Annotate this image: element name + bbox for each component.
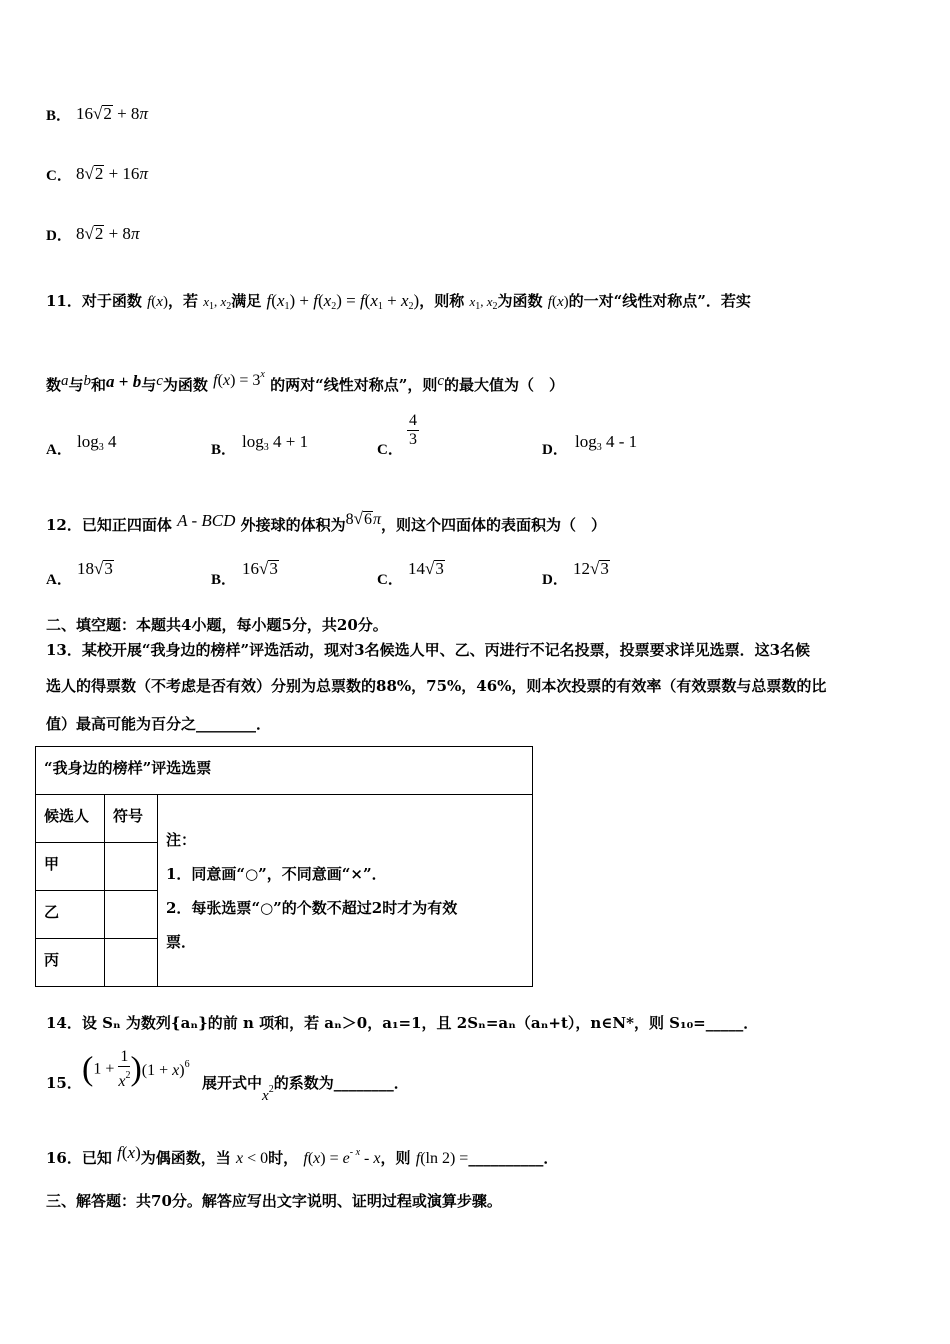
- q13-line2: 选人的得票数（不考虑是否有效）分别为总票数的88%，75%，46%，则本次投票的有效率（有效票数与总票数的比: [46, 677, 827, 695]
- q11-option-d-math: $\log_3 4 - 1$: [575, 432, 638, 453]
- q12-option-a-math: 18√3: [77, 559, 113, 578]
- radicand: 3: [104, 559, 113, 578]
- q12-text: ，则这个四面体的表面积为（ ）: [380, 516, 606, 534]
- q11-text: 的最大值为（ ）: [444, 376, 565, 394]
- q11-text: 数: [46, 376, 62, 394]
- q11-text: ，若: [167, 292, 198, 310]
- q10-option-d-math: 8√2 + 8π: [76, 224, 140, 243]
- q11-text: 为函数: [162, 376, 208, 394]
- radicand: 3: [600, 559, 609, 578]
- column-header-candidate: 候选人: [36, 795, 105, 843]
- q12-stem: 12．已知正四面体 A - BCD 外接球的体积为8√6π，则这个四面体的表面积为（ ）: [46, 509, 606, 534]
- q10-option-b-math: 16√2 + 8π: [76, 104, 148, 123]
- note-3: 票．: [166, 933, 197, 951]
- q11-line2: 数a与b和a + b与c为函数 $f(x) = 3^x$ 的两对“线性对称点”，则c的最大值为（ ）: [46, 369, 565, 394]
- q11-text: ，则称: [419, 292, 465, 310]
- q11-text: 与: [68, 376, 84, 394]
- question-number: 11．: [46, 292, 82, 310]
- q15-expression: (1 + $\frac{1}{x^2}$ )$(1 + x)^6$: [82, 1048, 190, 1090]
- q11-option-a-math: $\log_3 4$: [77, 432, 117, 453]
- option-letter: C．: [377, 572, 403, 588]
- q16-answer-blank: __________．: [468, 1149, 559, 1167]
- q12-option-c-math: 14√3: [408, 559, 444, 578]
- q15-text: 展开式中$x^2$的系数为________．: [202, 1074, 409, 1104]
- q16-text: 时，: [268, 1149, 299, 1167]
- option-letter: D．: [46, 228, 72, 244]
- note-2: 2．每张选票“○”的个数不超过2时才为有效: [166, 899, 458, 917]
- ballot-title: “我身边的榜样”评选选票: [36, 747, 533, 795]
- ballot-table: [35, 746, 533, 987]
- q11-line1: 11．对于函数 f(x)，若 $x_1$, $x_2$满足 $f(x_1) + f(x_2) = f(x_1 + x_2)$，则称 $x_1$, $x_2$为函数 f(x)的一对“线性对称点”．若实: [46, 291, 751, 312]
- q12-option-d-math: 12√3: [573, 559, 609, 578]
- q11-option-a: [46, 438, 72, 459]
- q11-text: 的两对“线性对称点”，则: [270, 376, 438, 394]
- note-1: 1．同意画“○”，不同意画“×”．: [166, 865, 387, 883]
- coefficient: 16: [242, 559, 259, 578]
- q12-text: 外接球的体积为: [240, 516, 346, 534]
- option-letter: D．: [542, 572, 568, 588]
- question-number: 16．: [46, 1149, 82, 1167]
- symbol-cell: [105, 939, 158, 987]
- q12-option-d: [542, 568, 568, 589]
- question-number: 12．: [46, 516, 82, 534]
- candidate-cell: 乙: [36, 891, 105, 939]
- q13-line1: 13．某校开展“我身边的榜样”评选活动，现对3名候选人甲、乙、丙进行不记名投票，投票要求详见选票．这3名候: [46, 641, 811, 659]
- q10-option-b: [46, 104, 71, 125]
- note-title: 注：: [166, 831, 197, 849]
- fraction-denominator: 3: [409, 431, 417, 448]
- option-letter: B．: [211, 572, 237, 588]
- q14: 14．设 Sₙ 为数列{aₙ}的前 n 项和，若 aₙ＞0，a₁=1，且 2Sₙ=aₙ（aₙ+t），n∈N*，则 S₁₀=_____．: [46, 1014, 759, 1032]
- option-letter: C．: [46, 168, 72, 184]
- tetrahedron-label: A - BCD: [177, 511, 236, 530]
- q11-text: 与: [141, 376, 157, 394]
- q15-text-b: 的系数为________．: [273, 1074, 409, 1092]
- option-letter: A．: [46, 572, 72, 588]
- q11-text: 满足: [231, 292, 262, 310]
- radicand: 3: [269, 559, 278, 578]
- q12-option-b-math: 16√3: [242, 559, 278, 578]
- q12-option-c: [377, 568, 403, 589]
- option-letter: B．: [211, 442, 237, 458]
- radicand: 3: [435, 559, 444, 578]
- q11-option-c-fraction: [407, 412, 419, 449]
- q11-text: 为函数: [497, 292, 543, 310]
- q12-option-b: [211, 568, 236, 589]
- q11-option-b-math: $\log_3 4 + 1$: [242, 432, 309, 453]
- section-heading: 三、解答题：共70分。解答应写出文字说明、证明过程或演算步骤。: [46, 1192, 502, 1210]
- q11-option-b: [211, 438, 236, 459]
- q13-line3: 值）最高可能为百分之________．: [46, 715, 272, 733]
- q11-text: 的一对“线性对称点”．若实: [568, 292, 751, 310]
- q16-text: ，则: [380, 1149, 411, 1167]
- q16: 16．已知 f(x)为偶函数，当 x < 0时， $f(x) = e^{- x} - x$，则 f(ln 2) =__________．: [46, 1143, 559, 1167]
- candidate-cell: 甲: [36, 843, 105, 891]
- q11-option-d: [542, 438, 568, 459]
- q15-number: 15．: [46, 1074, 82, 1092]
- q10-option-c-math: 8√2 + 16π: [76, 164, 148, 183]
- candidate-cell: 丙: [36, 939, 105, 987]
- symbol-cell: [105, 843, 158, 891]
- q11-option-c: [377, 438, 403, 459]
- option-letter: A．: [46, 442, 72, 458]
- ballot-notes: [158, 795, 533, 987]
- q15-text-a: 展开式中: [202, 1074, 263, 1092]
- coefficient: 18: [77, 559, 94, 578]
- option-letter: D．: [542, 442, 568, 458]
- q12-option-a: [46, 568, 72, 589]
- q11-text: 对于函数: [81, 292, 142, 310]
- q11-text: 和: [91, 376, 107, 394]
- q10-option-d: [46, 224, 72, 245]
- option-letter: C．: [377, 442, 403, 458]
- fraction-numerator: 4: [409, 412, 417, 429]
- q12-text: 已知正四面体: [81, 516, 172, 534]
- section-heading: 二、填空题：本题共4小题，每小题5分，共20分。: [46, 616, 388, 634]
- coefficient: 12: [573, 559, 590, 578]
- q10-option-c: [46, 164, 72, 185]
- q16-text: 已知: [81, 1149, 112, 1167]
- option-letter: B．: [46, 108, 72, 124]
- column-header-symbol: 符号: [105, 795, 158, 843]
- q16-text: 为偶函数，当: [140, 1149, 231, 1167]
- symbol-cell: [105, 891, 158, 939]
- coefficient: 14: [408, 559, 425, 578]
